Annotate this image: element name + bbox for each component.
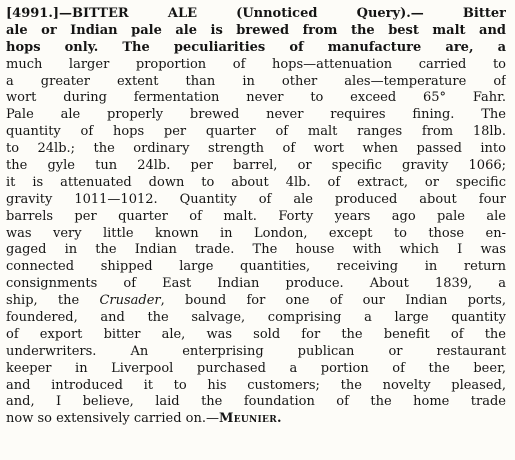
article-text: , bound for one of our Indian ports, [160,293,506,309]
article-text: quantity of hops per quarter of malt ranges from 18lb. [6,124,506,140]
article-text-line [6,107,506,124]
article-text: to 24lb.; the ordinary strength of wort when passed into [6,141,506,157]
article-text: wort during fermentation never to exceed 65° Fahr. [6,90,506,106]
article-text: and introduced it to his customers; the novelty pleased, [6,377,506,393]
article-text: of export bitter ale, was sold for the benefit of the [6,326,506,342]
article-text: now so extensively carried on.— [6,411,220,427]
article-text: a greater extent than in other ales—temperature of [6,73,506,89]
article-body [6,6,506,428]
article-text: much larger proportion of hops—attenuation carried to [6,56,506,72]
article-text-line [6,23,506,40]
article-text: it is attenuated down to about 4lb. of extract, or specific [6,174,506,190]
article-text-line [6,327,506,344]
article-text-line [6,141,506,158]
article-text-line [6,175,506,192]
article-text-line [6,74,506,91]
article-heading-line [6,6,506,23]
ship-name: Crusader [99,293,161,309]
article-text: ship, the [6,293,100,309]
article-text-line [6,310,506,327]
article-text: foundered, and the salvage, comprising a large quantity [6,310,506,326]
article-text-line [6,411,506,428]
article-text-line [6,394,506,411]
article-text-line [6,124,506,141]
article-text-line [6,344,506,361]
article-text: underwriters. An enterprising publican or restaurant [6,343,506,359]
article-text-line [6,293,506,310]
article-text: consignments of East Indian produce. About 1839, a [6,276,506,292]
article-text-line [6,378,506,395]
article-text-line [6,226,506,243]
article-text-line [6,361,506,378]
article-text-line [6,242,506,259]
newspaper-clipping [6,6,506,456]
article-text: connected shipped large quantities, receiving in return [6,259,506,275]
article-heading: [4991.]—BITTER ALE (Unnoticed Query).— Bitter [6,6,506,21]
article-text: gaged in the Indian trade. The house with which I was [6,242,506,258]
article-text: ale or Indian pale ale is brewed from the best malt and [6,22,506,38]
article-text-line [6,158,506,175]
article-text: hops only. The peculiarities of manufacture are, a [6,39,506,55]
article-text: the gyle tun 24lb. per barrel, or specific gravity 1066; [6,158,506,174]
article-text: keeper in Liverpool purchased a portion of the beer, [6,360,506,376]
article-text-line [6,209,506,226]
article-text: was very little known in London, except to those en- [6,225,506,241]
article-text-line [6,192,506,209]
article-text-line [6,57,506,74]
article-text: barrels per quarter of malt. Forty years ago pale ale [6,208,506,224]
article-text-line [6,276,506,293]
article-text-line [6,40,506,57]
article-text: and, I believe, laid the foundation of the home trade [6,394,506,410]
article-text: Pale ale properly brewed never requires fining. The [6,107,506,123]
article-text: gravity 1011—1012. Quantity of ale produced about four [6,191,506,207]
article-text-line [6,90,506,107]
author-signature: Meunier. [219,411,282,427]
article-text-line [6,259,506,276]
